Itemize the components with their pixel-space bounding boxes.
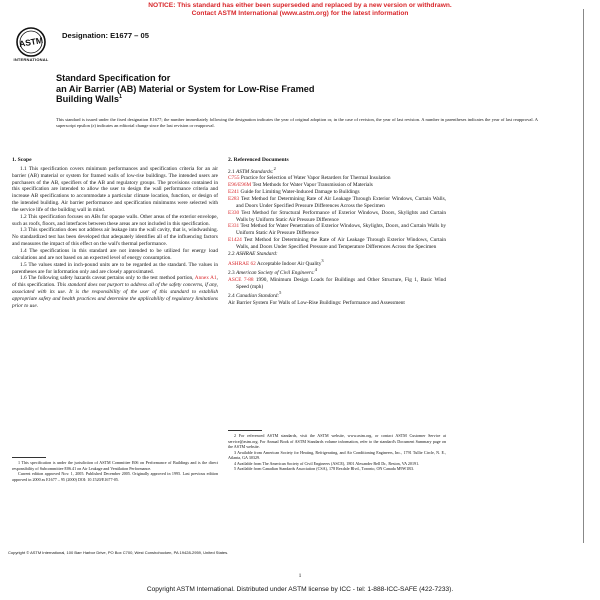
right-column: [228, 157, 446, 307]
csa-heading: 2.4 Canadian Standard:$^5$: [228, 290, 282, 300]
reference-code-link[interactable]: C755: [228, 175, 240, 182]
scope-1-4: 1.4 The specifications in this standard are not intended to be utilized for energy load calculations and are not based on an expected level of energy consumption.: [12, 247, 218, 261]
title-line-1: Standard Specification for: [56, 73, 171, 83]
footnote-1: 1 This specification is under the jurisdiction of ASTM Committee E06 on Performance of Buildings and is the direct responsibility of Subcommittee E06.41 on Air Leakage and Ventilation Performance.: [12, 460, 218, 471]
scope-1-2: 1.2 This specification focuses on ABs for opaque walls. Other areas of the exterior envelope, such as roofs, floors, and interfaces between these areas are not included in this specification.: [12, 213, 218, 227]
reference-item: E283 Test Method for Determining Rate of Air Leakage Through Exterior Windows, Curtain Walls, and Doors Under Specified Pressure Differences Across the Specimen: [228, 195, 446, 209]
reference-item: E96/E96M Test Methods for Water Vapor Transmission of Materials: [228, 182, 373, 189]
copyright-line: Copyright © ASTM International, 100 Barr Harbor Drive, PO Box C700, West Conshohocken, PA 19428-2959, United States.: [8, 550, 229, 555]
reference-item: E330 Test Method for Structural Performance of Exterior Windows, Doors, Skylights and Curtain Walls by Uniform Static Air Pressure Difference: [228, 209, 446, 223]
issuance-statement: This standard is issued under the fixed designation E1677; the number immediately following the designation indicates the year of original adoption or, in the case of revision, the year of last revision. A number in parentheses indicates the year of last reapproval. A superscript epsilon (ε) indicates an editorial change since the last revision or reapproval.: [56, 117, 538, 129]
page-number: 1: [298, 573, 302, 579]
asce-heading: 2.3 American Society of Civil Engineers:$^4$: [228, 267, 317, 276]
ashrae-62-link[interactable]: ASHRAE 62: [228, 260, 256, 267]
footnote-2: 2 For referenced ASTM standards, visit the ASTM website, www.astm.org, or contact ASTM Customer Service at service@astm.org. For Annual Book of ASTM Standards volume information, refer to the standard's Document Summary page on the ASTM website.: [228, 433, 446, 449]
notice-line-1: NOTICE: This standard has either been superseded and replaced by a new version or withdrawn.: [148, 2, 452, 9]
astm-standards-heading: 2.1 ASTM Standards:$^2$: [228, 165, 276, 175]
asce-7-88-link[interactable]: ASCE 7-88: [228, 276, 254, 283]
notice-line-2: Contact ASTM International (www.astm.org) for the latest information: [191, 10, 409, 17]
reference-code-link[interactable]: E331: [228, 223, 240, 230]
footnotes-right: [228, 433, 446, 472]
page-edge-line: [583, 9, 584, 543]
reference-item: E331 Test Method for Water Penetration of Exterior Windows, Skylights, Doors, and Curtain Walls by Uniform Static Air Pressure Difference: [228, 223, 446, 237]
designation: Designation: E1677 – 05: [62, 31, 149, 40]
withdrawal-notice: [0, 2, 600, 18]
document-title: [56, 73, 416, 105]
scope-1-5: 1.5 The values stated in inch-pound units are to be regarded as the standard. The values in parentheses are for information only and are closely approximated.: [12, 261, 218, 275]
license-line: Copyright ASTM International. Distributed under ASTM license by ICC - tel: 1-888-ICC-SAFE (422-7233).: [146, 586, 454, 593]
svg-text:ASTM: ASTM: [18, 34, 44, 50]
title-footnote-mark: 1: [118, 94, 123, 101]
reference-item: E1424 Test Method for Determining the Rate of Air Leakage Through Exterior Windows, Curtain Walls, and Doors Under Specified Pressure and Temperature Differences Across the Specimen: [228, 237, 446, 250]
annex-a1-link[interactable]: Annex A1: [194, 275, 217, 282]
footnote-5: 5 Available from Canadian Standards Association (CSA), 178 Rexdale Blvd., Toronto, ON Canada M9W1R3.: [234, 466, 415, 471]
scope-1-3: 1.3 This specification does not address air leakage into the wall cavity, that is, windwashing. No standardized test has been developed that adequately identifies all of the influencing factors and measures the impact of this effect on the wall's thermal performance.: [12, 227, 218, 248]
footnote-3: 3 Available from American Society for Heating, Refrigerating, and Air Conditioning Engineers, Inc., 1791 Tullie Circle, N. E., Atlanta, GA 30329.: [228, 449, 446, 460]
reference-code-link[interactable]: E283: [228, 195, 240, 202]
safety-caveat: This standard does not purport to address all of the safety concerns, if any, associated with its use. It is the responsibility of the user of this standard to establish appropriate safety and health practices and determine the applicability of regulatory limitations prior to use.: [12, 282, 218, 309]
reference-item: ASCE 7-88 1990, Minimum Design Loads for Buildings and Other Structure, Fig 1, Basic Wind Speed (mph): [228, 276, 446, 290]
reference-code-link[interactable]: E1424: [228, 237, 242, 244]
reference-item: ASHRAE 62 Acceptable Indoor Air Quality$^3$: [228, 257, 324, 267]
left-column: [12, 157, 218, 310]
reference-code-link[interactable]: E241: [228, 189, 240, 196]
title-line-3: Building Walls$^1$: [56, 94, 123, 105]
footnote-rule-left: [12, 457, 46, 458]
astm-logo: [13, 26, 49, 66]
scope-1-6: 1.6 The following safety hazards caveat pertains only to the test method portion, Annex A1, of this specification. This standard does not purport to address all of the safety concerns, if any, associated with its use. It is the responsibility of the user of this standard to establish appropriate safety and health practices and determine the applicability of regulatory limitations prior to use.: [12, 275, 218, 309]
footnote-rule-right: [228, 430, 262, 431]
astm-logo-icon: [13, 26, 49, 58]
reference-item: Air Barrier System For Walls of Low-Rise Buildings: Performance and Assessment: [228, 300, 405, 307]
footnote-1-edition: Current edition approved Nov. 1, 2005. Published December 2005. Originally approved in 1995. Last previous edition approved in 2000 as E1677 – 95 (2000) DOI: 10.1520/E1677-05.: [12, 471, 218, 482]
reference-list: [228, 175, 446, 250]
references-heading: 2. Referenced Documents: [228, 157, 289, 163]
scope-heading: 1. Scope: [12, 157, 32, 163]
reference-code-link[interactable]: E330: [228, 209, 240, 216]
footnotes-left: [12, 460, 218, 482]
scope-1-1: 1.1 This specification covers minimum performances and specification criteria for an air barrier (AB) material or system for framed walls of low-rise buildings. The intended users are purchasers of the AB, specifiers of the AB and regulatory groups. The provisions contained in this specification are intended to allow the user to design the wall performance criteria and increase AB specifications to accommodate a particular climate location, function, or design of the intended building. Air barrier performance and specification minimums were selected with the service life of the building wall in mind.: [12, 165, 218, 213]
reference-item: C755 Practice for Selection of Water Vapor Retarders for Thermal Insulation: [228, 175, 391, 182]
reference-code-link[interactable]: E96/E96M: [228, 182, 252, 189]
logo-subtitle: INTERNATIONAL: [13, 57, 49, 62]
footnote-4: 4 Available from The American Society of Civil Engineers (ASCE), 1801 Alexander Bell Dr., Reston, VA 20191.: [234, 460, 420, 466]
title-line-2: an Air Barrier (AB) Material or System for Low-Rise Framed: [56, 83, 315, 94]
reference-item: E241 Guide for Limiting Water-Induced Damage to Buildings: [228, 189, 360, 196]
ashrae-heading: 2.2 ASHRAE Standard:: [228, 250, 278, 257]
